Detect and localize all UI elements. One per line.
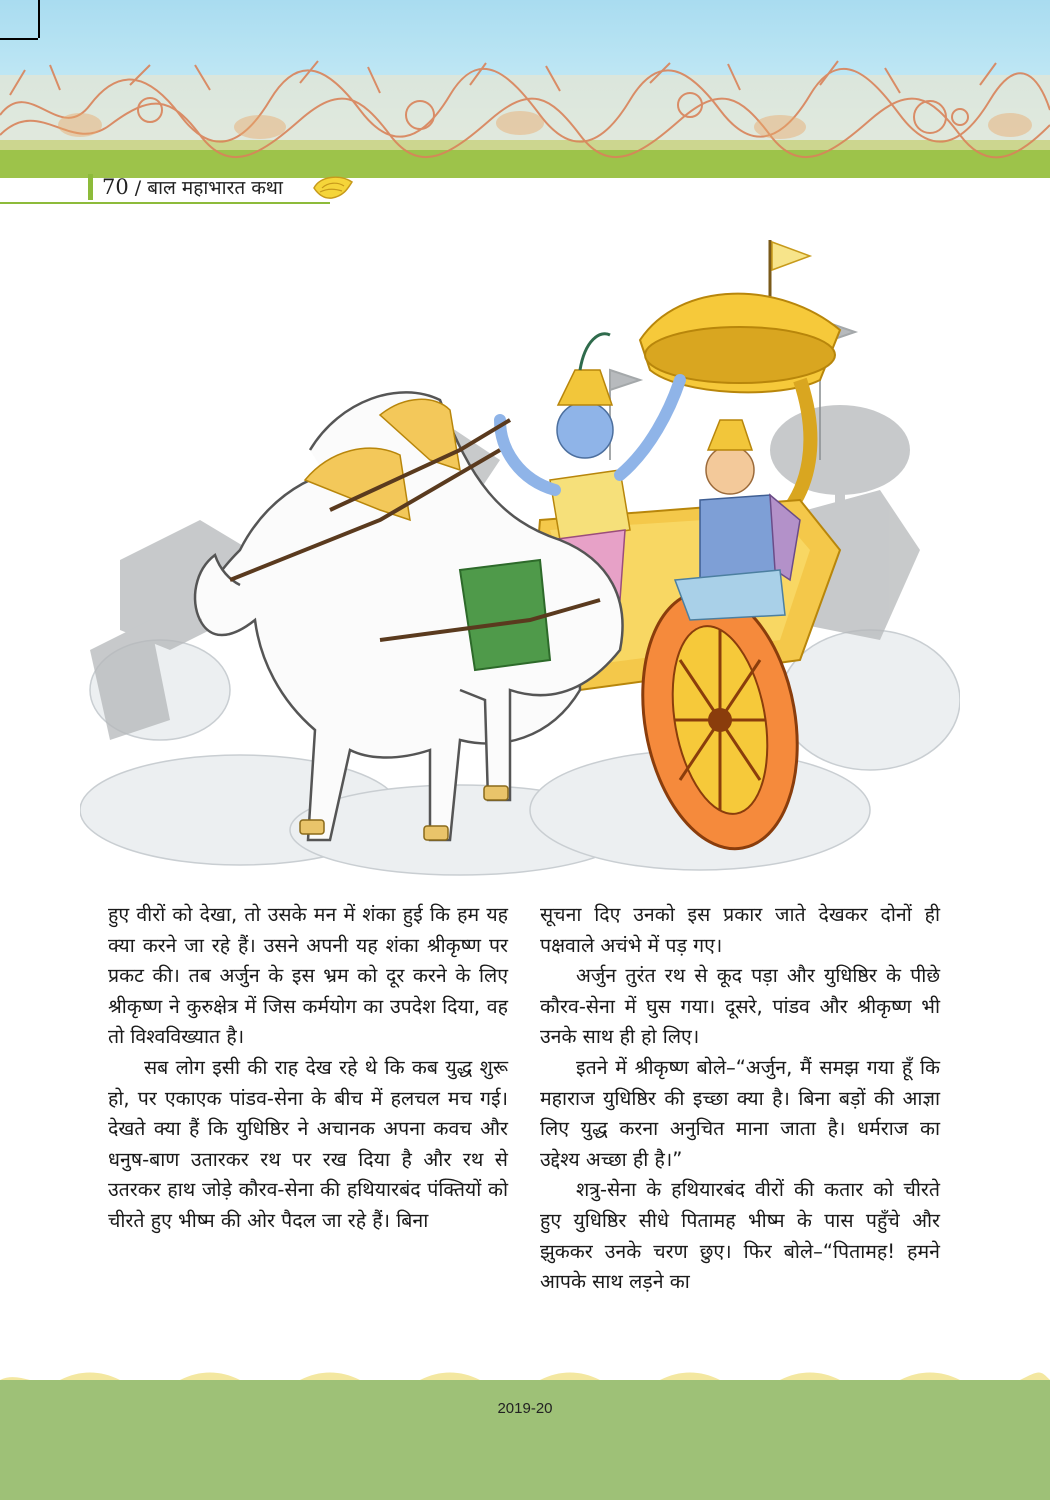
book-title: बाल महाभारत कथा [147,177,283,199]
chariot-illustration [80,220,960,880]
paragraph: शत्रु-सेना के हथियारबंद वीरों की कतार को चीरते हुए युधिष्ठिर सीधे पितामह भीष्म के पास पहुँचे और झुककर उनके चरण छुए। फिर बोले–“पितामह! हमने आपके साथ लड़ने का [540,1178,940,1294]
running-head-text [102,174,283,200]
conch-ornament-icon [310,174,356,200]
crop-mark [0,38,38,40]
battle-crowd-banner [0,55,1050,165]
page-number: 70 [102,175,129,199]
crop-mark [38,0,40,38]
left-text-column [108,900,508,1237]
running-head-bar [88,174,93,200]
running-head [80,172,540,204]
footer-band [0,1380,1050,1500]
right-text-column [540,900,940,1298]
paragraph: सूचना दिए उनको इस प्रकार जाते देखकर दोनों ही पक्षवाले अचंभे में पड़ गए। [540,903,940,957]
separator: / [134,177,142,199]
running-head-rule [0,202,330,204]
edition-year: 2019-20 [497,1400,553,1417]
paragraph: हुए वीरों को देखा, तो उसके मन में शंका हुई कि हम यह क्या करने जा रहे हैं। उसने अपनी यह शंका श्रीकृष्ण पर प्रकट की। तब अर्जुन के इस भ्रम को दूर करने के लिए श्रीकृष्ण ने कुरुक्षेत्र में जिस कर्मयोग का उपदेश दिया, वह तो विश्वविख्यात है। [108,903,508,1049]
paragraph: इतने में श्रीकृष्ण बोले–“अर्जुन, मैं समझ गया हूँ कि महाराज युधिष्ठिर की इच्छा क्या है। बिना बड़ों की आज्ञा लिए युद्ध करना अनुचित माना जाता है। धर्मराज का उद्देश्य अच्छा ही है।” [540,1055,940,1171]
paragraph: अर्जुन तुरंत रथ से कूद पड़ा और युधिष्ठिर के पीछे कौरव-सेना में घुस गया। दूसरे, पांडव और श्रीकृष्ण भी उनके साथ ही हो लिए। [540,964,940,1049]
paragraph: सब लोग इसी की राह देख रहे थे कि कब युद्ध शुरू हो, पर एकाएक पांडव-सेना के बीच में हलचल मच गई। देखते क्या हैं कि युधिष्ठिर ने अचानक अपना कवच और धनुष-बाण उतारकर रथ पर रख दिया है और रथ से उतरकर हाथ जोड़े कौरव-सेना की हथियारबंद पंक्तियों को चीरते हुए भीष्म की ओर पैदल जा रहे हैं। बिना [108,1055,508,1232]
